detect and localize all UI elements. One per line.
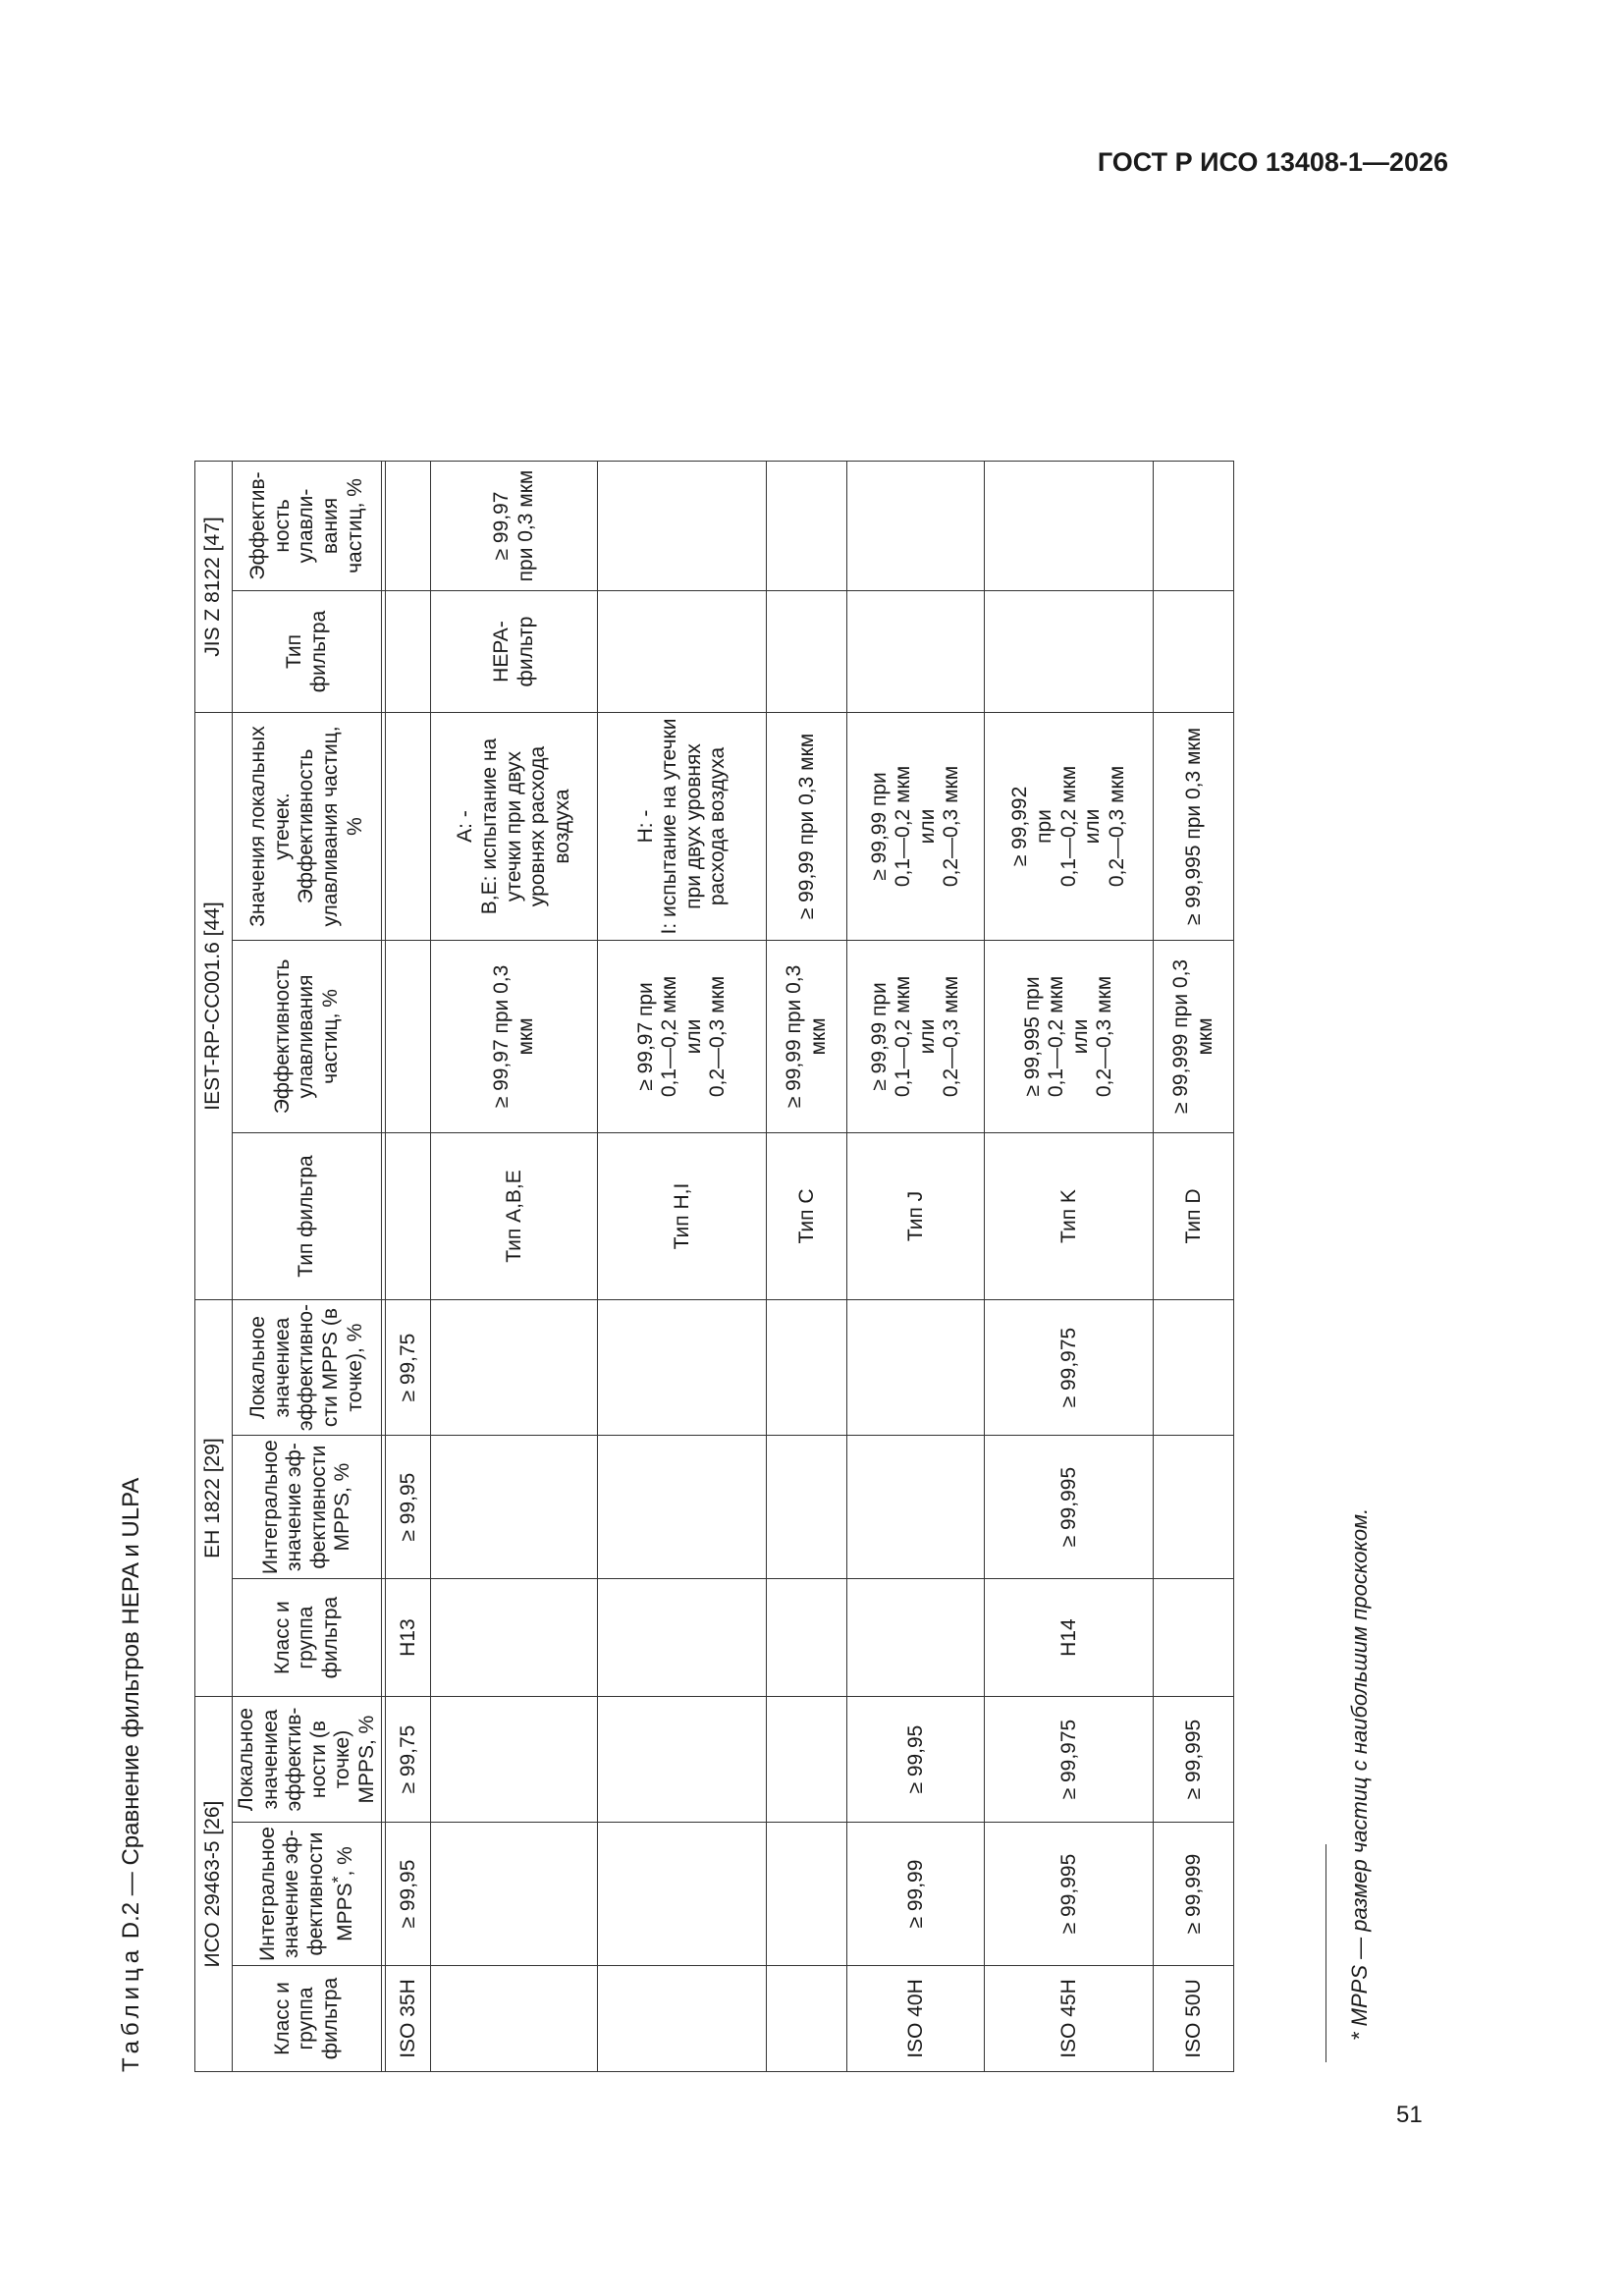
cell-iso-local: ≥ 99,75 (386, 1697, 431, 1823)
cell-iest-leak: H: - I: испытание на утечки при двух уровнях расхода воздуха (598, 713, 767, 941)
group-iso: ИСО 29463-5 [26] (195, 1697, 233, 2072)
cell-en-local (847, 1300, 985, 1436)
cell-en-class: H14 (985, 1579, 1154, 1697)
header-iso-local: Локальное значениеа эффектив-ности (в точке) MPPS, % (233, 1697, 382, 1823)
header-iso-integral-unit: , % (334, 1846, 357, 1877)
cell-iest-eff: ≥ 99,999 при 0,3 мкм (1154, 941, 1234, 1133)
cell-jis-type: HEPA-фильтр (431, 591, 598, 713)
cell-iso-class: ISO 50U (1154, 1966, 1234, 2072)
cell-jis-type (847, 591, 985, 713)
cell-iso-class (767, 1966, 847, 2072)
cell-iest-leak: ≥ 99,995 при 0,3 мкм (1154, 713, 1234, 941)
cell-en-local (431, 1300, 598, 1436)
cell-jis-eff (386, 462, 431, 591)
cell-jis-type (386, 591, 431, 713)
table-row (431, 462, 598, 2072)
header-iso-integral-text: Интегральное значение эф-фективности MPPS (255, 1827, 357, 1961)
cell-iest-eff (386, 941, 431, 1133)
cell-jis-type (985, 591, 1154, 713)
cell-iest-leak (386, 713, 431, 941)
page-number: 51 (1396, 2102, 1423, 2128)
table-row (767, 462, 847, 2072)
header-en-local: Локальное значениеа эффективно-сти MPPS (в точке), % (233, 1300, 382, 1436)
cell-jis-type (1154, 591, 1234, 713)
header-iest-type: Тип фильтра (233, 1133, 382, 1300)
cell-iso-integral (431, 1823, 598, 1966)
cell-iso-class: ISO 35H (386, 1966, 431, 2072)
header-iso-class: Класс и группа фильтра (233, 1966, 382, 2072)
cell-iest-leak: ≥ 99,992 при 0,1—0,2 мкм или 0,2—0,3 мкм (985, 713, 1154, 941)
cell-jis-eff (985, 462, 1154, 591)
cell-en-class (847, 1579, 985, 1697)
table-row (847, 462, 985, 2072)
cell-iest-type: Тип H,I (598, 1133, 767, 1300)
cell-en-integral (431, 1436, 598, 1579)
cell-en-integral (598, 1436, 767, 1579)
group-header-row (195, 462, 233, 2072)
cell-en-integral (767, 1436, 847, 1579)
cell-iest-eff: ≥ 99,99 при 0,1—0,2 мкм или 0,2—0,3 мкм (847, 941, 985, 1133)
table-title-prefix: Таблица (118, 1944, 144, 2072)
cell-iest-leak: ≥ 99,99 при 0,3 мкм (767, 713, 847, 941)
cell-iso-local: ≥ 99,975 (985, 1697, 1154, 1823)
cell-en-class (1154, 1579, 1234, 1697)
cell-iso-integral: ≥ 99,995 (985, 1823, 1154, 1966)
cell-jis-eff (847, 462, 985, 591)
cell-en-integral (847, 1436, 985, 1579)
cell-iso-integral (767, 1823, 847, 1966)
cell-jis-type (767, 591, 847, 713)
table-row (985, 462, 1154, 2072)
header-jis-type: Тип фильтра (233, 591, 382, 713)
cell-en-class (598, 1579, 767, 1697)
cell-iso-integral: ≥ 99,999 (1154, 1823, 1234, 1966)
cell-iso-integral (598, 1823, 767, 1966)
table-title-text: D.2 — Сравнение фильтров HEPA и ULPA (118, 1477, 144, 1940)
cell-iest-leak: A: - B,E: испытание на утечки при двух уровнях расхода воздуха (431, 713, 598, 941)
cell-iest-eff: ≥ 99,995 при 0,1—0,2 мкм или 0,2—0,3 мкм (985, 941, 1154, 1133)
column-header-row (233, 462, 382, 2072)
cell-en-class (767, 1579, 847, 1697)
cell-iso-class (598, 1966, 767, 2072)
cell-en-integral: ≥ 99,95 (386, 1436, 431, 1579)
cell-iso-class (431, 1966, 598, 2072)
cell-jis-eff (598, 462, 767, 591)
group-iest: IEST-RP-CC001.6 [44] (195, 713, 233, 1300)
cell-en-local (598, 1300, 767, 1436)
cell-jis-eff (1154, 462, 1234, 591)
cell-iest-leak: ≥ 99,99 при 0,1—0,2 мкм или 0,2—0,3 мкм (847, 713, 985, 941)
cell-iso-local (767, 1697, 847, 1823)
cell-en-local: ≥ 99,75 (386, 1300, 431, 1436)
cell-iso-local: ≥ 99,995 (1154, 1697, 1234, 1823)
header-iest-eff: Эффективность улавливания частиц, % (233, 941, 382, 1133)
document-header: ГОСТ Р ИСО 13408-1—2026 (1097, 147, 1448, 177)
rotated-page-content (108, 226, 1443, 2072)
header-jis-eff: Эффектив-ность улавли-вания частиц, % (233, 462, 382, 591)
cell-en-class (431, 1579, 598, 1697)
comparison-table (194, 461, 1234, 2072)
cell-jis-eff: ≥ 99,97 при 0,3 мкм (431, 462, 598, 591)
footnote-rule (1325, 1844, 1326, 2062)
cell-iest-type: Тип K (985, 1133, 1154, 1300)
table-row (598, 462, 767, 2072)
header-en-class: Класс и группа фильтра (233, 1579, 382, 1697)
cell-iest-eff: ≥ 99,99 при 0,3 мкм (767, 941, 847, 1133)
cell-en-class: H13 (386, 1579, 431, 1697)
cell-en-local (1154, 1300, 1234, 1436)
table-title (118, 1478, 145, 2072)
header-en-integral: Интегральное значение эф-фективности MPPS, % (233, 1436, 382, 1579)
cell-iest-eff: ≥ 99,97 при 0,1—0,2 мкм или 0,2—0,3 мкм (598, 941, 767, 1133)
cell-iest-type: Тип C (767, 1133, 847, 1300)
cell-iest-eff: ≥ 99,97 при 0,3 мкм (431, 941, 598, 1133)
cell-iso-class: ISO 40H (847, 1966, 985, 2072)
footnote: * MPPS — размер частиц с наибольшим проскоком. (1347, 1507, 1372, 2041)
group-jis: JIS Z 8122 [47] (195, 462, 233, 713)
cell-iest-type (386, 1133, 431, 1300)
cell-en-local (767, 1300, 847, 1436)
cell-jis-type (598, 591, 767, 713)
cell-iso-integral: ≥ 99,99 (847, 1823, 985, 1966)
table-row (1154, 462, 1234, 2072)
cell-iest-type: Тип A,B,E (431, 1133, 598, 1300)
cell-en-integral (1154, 1436, 1234, 1579)
cell-iso-local (598, 1697, 767, 1823)
group-en: ЕН 1822 [29] (195, 1300, 233, 1697)
cell-iso-class: ISO 45H (985, 1966, 1154, 2072)
table-body (386, 462, 1234, 2072)
cell-iso-integral: ≥ 99,95 (386, 1823, 431, 1966)
cell-en-integral: ≥ 99,995 (985, 1436, 1154, 1579)
cell-iest-type: Тип J (847, 1133, 985, 1300)
cell-jis-eff (767, 462, 847, 591)
header-iso-integral: Интегральное значение эф-фективности MPPS*, % (233, 1823, 382, 1966)
cell-en-local: ≥ 99,975 (985, 1300, 1154, 1436)
cell-iest-type: Тип D (1154, 1133, 1234, 1300)
table-row (386, 462, 431, 2072)
header-iest-leak: Значения локальных утечек. Эффективность улавливания частиц, % (233, 713, 382, 941)
cell-iso-local: ≥ 99,95 (847, 1697, 985, 1823)
cell-iso-local (431, 1697, 598, 1823)
